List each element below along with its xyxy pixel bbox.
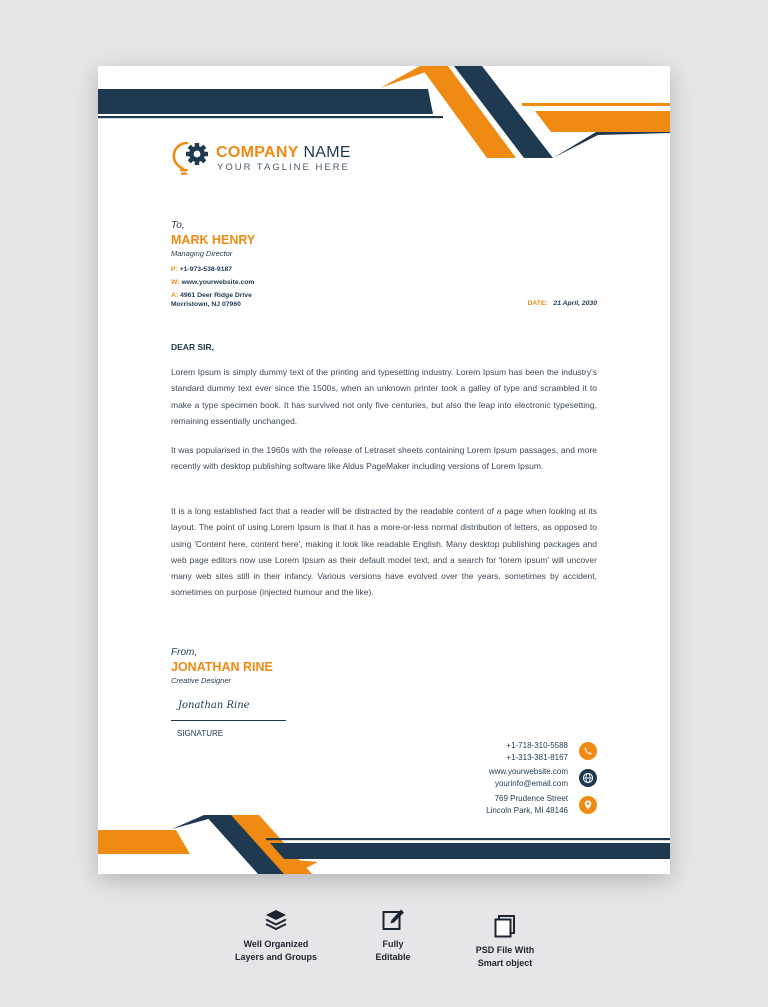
footer-website: www.yourwebsite.com	[488, 767, 568, 776]
phone-icon	[579, 742, 597, 760]
feature-label: Well Organized Layers and Groups	[234, 939, 318, 962]
to-label: To,	[171, 220, 185, 231]
signature-line	[171, 720, 286, 721]
footer-phone-1: +1-718-310-5588	[506, 741, 568, 750]
features-row	[0, 900, 768, 1000]
recipient-website: W: www.yourwebsite.com	[171, 279, 255, 286]
company-name: COMPANY NAME	[216, 144, 351, 161]
layers-icon	[264, 908, 288, 932]
footer-email: yourinfo@email.com	[494, 779, 568, 788]
footer-navy-band	[270, 843, 670, 859]
recipient-name: MARK HENRY	[171, 233, 256, 247]
header-orange-band	[535, 111, 670, 132]
footer-orange-band	[98, 830, 190, 854]
header-navy-tail	[553, 132, 670, 158]
signature-label: SIGNATURE	[177, 729, 224, 738]
footer-address-2: Lincoln Park, MI 48146	[486, 806, 568, 815]
footer-phone-2: +1-313-381-8167	[506, 753, 568, 762]
feature-psd	[455, 914, 555, 970]
salutation: DEAR SIR,	[171, 342, 214, 352]
signature-script: Jonathan Rine	[178, 700, 250, 711]
recipient-phone: P: +1-973-538-9187	[171, 266, 233, 273]
location-pin-icon	[579, 796, 597, 814]
header-navy-band	[98, 89, 433, 114]
letterhead-page	[98, 66, 670, 874]
recipient-address: A: 4961 Deer Ridge Drive	[171, 292, 252, 299]
company-logo	[171, 140, 371, 176]
company-tagline: YOUR TAGLINE HERE	[217, 162, 350, 173]
body-paragraph: Lorem Ipsum is simply dummy text of the printing and typesetting industry. Lorem Ipsum has been the industry's standard dummy text ever since the 1500s, when an unknown printer took a galley of type and scrambled it to make a type specimen book. It has survived not only five centuries, but also the leap into electronic typesetting, remaining essentially unchanged.	[171, 367, 597, 426]
feature-editable	[343, 908, 443, 964]
file-icon	[493, 914, 517, 938]
lightbulb-gear-icon	[171, 140, 211, 176]
from-label: From,	[171, 647, 198, 658]
letter-date: DATE: 21 April, 2030	[527, 300, 597, 307]
feature-layers	[216, 908, 336, 964]
recipient-address-line2: Morristown, NJ 07960	[171, 301, 241, 308]
edit-icon	[381, 908, 405, 932]
feature-label: Fully Editable	[375, 939, 411, 962]
feature-label: PSD File With Smart object	[475, 945, 535, 968]
body-paragraph: It is a long established fact that a reader will be distracted by the readable content of a page when looking at its layout. The point of using Lorem Ipsum is that it has a more-or-less normal distribution of letters, as opposed to using 'Content here, content here', making it look like readable English. Many desktop publishing packages and web page editors now use Lorem Ipsum as their default model text, and a search for 'lorem ipsum' will uncover many web sites still in their infancy. Various versions have evolved over the years, sometimes by accident, sometimes on purpose (injected humour and the like).	[171, 506, 597, 598]
sender-name: JONATHAN RINE	[171, 660, 273, 674]
header-orange-thin-line	[522, 103, 670, 106]
header-navy-thin-line	[98, 116, 443, 118]
globe-icon	[579, 769, 597, 787]
footer-address-1: 769 Prudence Street	[494, 794, 568, 803]
sender-role: Creative Designer	[171, 676, 232, 685]
footer-navy-thin-line	[266, 838, 670, 840]
body-paragraph: It was popularised in the 1960s with the release of Letraset sheets containing Lorem Ipsum passages, and more recently with desktop publishing software like Aldus PageMaker including versions of Lorem Ipsum.	[171, 445, 597, 472]
recipient-role: Managing Director	[171, 249, 233, 258]
